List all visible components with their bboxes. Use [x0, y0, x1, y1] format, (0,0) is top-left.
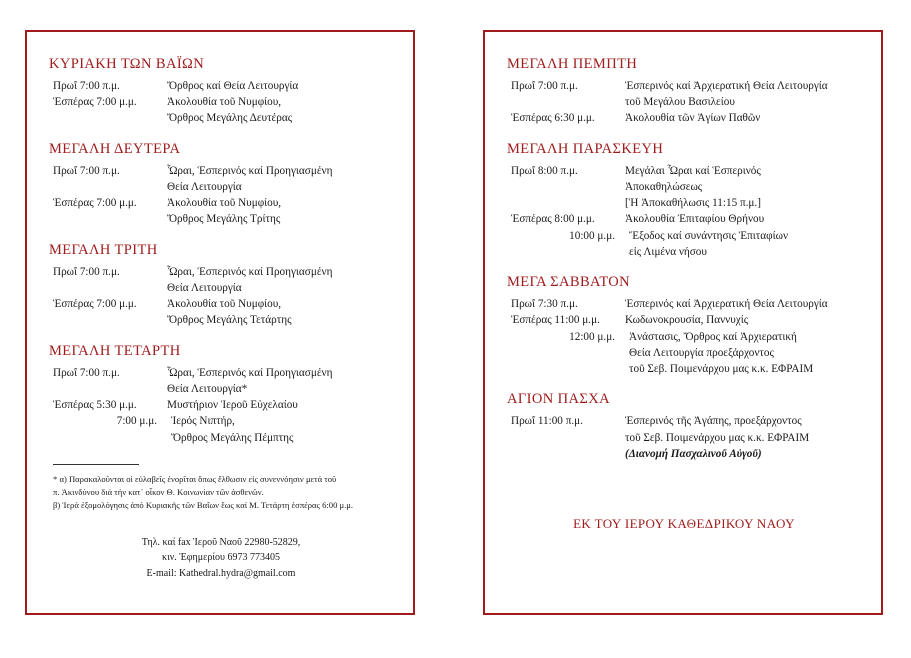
service-description — [161, 163, 393, 195]
service-time: Ἑσπέρας 8:00 μ.μ. — [511, 213, 595, 226]
service-line: Ἀκολουθία τοῦ Νυμφίου, — [167, 197, 282, 210]
day-title: ΑΓΙΟΝ ΠΑΣΧΑ — [507, 391, 610, 408]
service-line: Ἀκολουθία τῶν Ἁγίων Παθῶν — [625, 112, 761, 125]
service-row — [507, 78, 861, 110]
service-rows — [507, 413, 861, 462]
service-line: Ἑσπερινός καί Ἀρχιερατική Θεία Λειτουργία — [625, 298, 828, 311]
day-title: ΜΕΓΑΛΗ ΤΡΙΤΗ — [49, 241, 158, 258]
service-row — [507, 163, 861, 212]
service-time: 7:00 μ.μ. — [116, 415, 157, 428]
service-row — [507, 312, 861, 328]
service-line: Θεία Λειτουργία προεξάρχοντος — [629, 346, 774, 359]
service-description — [619, 78, 861, 110]
footnote-line: π. Ἀκινδύνου διά τήν κατ᾽ οἶκον Θ. Κοινωνίαν τῶν ἀσθενῶν. — [53, 487, 264, 498]
contact-info — [49, 535, 393, 582]
service-rows — [49, 163, 393, 228]
service-time: Πρωΐ 7:30 π.μ. — [511, 298, 578, 311]
service-row — [507, 296, 861, 312]
service-row — [507, 211, 861, 227]
service-rows — [49, 78, 393, 127]
service-time: Πρωΐ 8:00 π.μ. — [511, 164, 578, 177]
service-line: τοῦ Σεβ. Ποιμενάρχου μας κ.κ. ΕΦΡΑΙΜ — [629, 363, 814, 376]
day-title: ΚΥΡΙΑΚΗ ΤΩΝ ΒΑΪΩΝ — [49, 56, 205, 72]
service-line: Ὧραι, Ἑσπερινός καί Προηγιασμένη — [167, 366, 333, 379]
right-panel — [483, 30, 883, 615]
service-description — [161, 365, 393, 397]
day-title: ΜΕΓΑΛΗ ΠΕΜΠΤΗ — [507, 56, 638, 72]
service-row — [49, 264, 393, 296]
left-day-list — [49, 56, 393, 446]
service-row — [49, 94, 393, 126]
footnotes — [49, 473, 393, 513]
service-description — [619, 163, 861, 212]
service-description — [619, 110, 861, 126]
contact-line: κιν. Ἐφημερίου 6973 773405 — [162, 552, 280, 564]
service-line: Ἑσπερινός τῆς Ἀγάπης, προεξάρχοντος — [625, 415, 802, 428]
service-line: Ὄρθρος καί Θεία Λειτουργία — [167, 80, 299, 92]
service-rows — [49, 264, 393, 329]
service-row — [507, 228, 861, 260]
footnote-line: * α) Παρακαλοῦνται οἱ εὐλαβεῖς ἐνορῖται ὅπως ἔλθωσιν εἰς συνεννόησιν μετά τοῦ — [53, 473, 337, 484]
service-emphasis: (Διανομή Πασχαλινοῦ Αὐγοῦ) — [625, 447, 762, 460]
day-block — [507, 56, 861, 127]
service-line: Ἱερός Νιπτήρ, — [171, 415, 235, 428]
service-time: Πρωΐ 7:00 π.μ. — [53, 366, 120, 379]
service-time: Πρωΐ 7:00 π.μ. — [53, 164, 120, 177]
service-line: τοῦ Μεγάλου Βασιλείου — [625, 96, 735, 109]
footnote-divider — [53, 464, 139, 465]
service-description — [161, 78, 393, 94]
service-line: Ἀνάστασις, Ὄρθρος καί Ἀρχιερατική — [629, 330, 797, 343]
day-block — [507, 141, 861, 260]
service-line: Ἀκολουθία τοῦ Νυμφίου, — [167, 96, 282, 109]
service-time: Ἑσπέρας 11:00 μ.μ. — [511, 314, 600, 327]
service-line: Ἀκολουθία τοῦ Νυμφίου, — [167, 298, 282, 311]
service-row — [507, 329, 861, 378]
service-line: Μυστήριον Ἱεροῦ Εὐχελαίου — [167, 399, 298, 412]
service-line: τοῦ Σεβ. Ποιμενάρχου μας κ.κ. ΕΦΡΑΙΜ — [625, 431, 810, 444]
service-description — [623, 329, 861, 378]
service-time: Πρωΐ 7:00 π.μ. — [511, 80, 578, 92]
service-row — [507, 110, 861, 126]
service-rows — [507, 78, 861, 127]
service-time: Ἑσπέρας 7:00 μ.μ. — [53, 298, 137, 311]
service-description — [161, 264, 393, 296]
service-description — [619, 312, 861, 328]
service-time: Πρωΐ 7:00 π.μ. — [53, 265, 120, 278]
day-block — [49, 242, 393, 329]
service-time: Ἑσπέρας 5:30 μ.μ. — [53, 399, 137, 412]
service-time: 10:00 μ.μ. — [569, 229, 615, 242]
service-time: 12:00 μ.μ. — [569, 330, 615, 343]
service-line: Ἑσπερινός καί Ἀρχιερατική Θεία Λειτουργία — [625, 80, 828, 92]
service-time: Πρωΐ 11:00 π.μ. — [511, 415, 583, 428]
service-line: εἰς Λιμένα νήσου — [629, 245, 707, 258]
service-line: Ὧραι, Ἑσπερινός καί Προηγιασμένη — [167, 265, 333, 278]
service-line: Κωδωνοκρουσία, Παννυχίς — [625, 314, 749, 327]
service-description — [619, 296, 861, 312]
service-description — [165, 413, 393, 445]
service-line: Ἀκολουθία Ἐπιταφίου Θρήνου — [625, 213, 765, 226]
service-row — [507, 413, 861, 462]
service-row — [49, 195, 393, 227]
service-line: Ὄρθρος Μεγάλης Πέμπτης — [171, 431, 294, 444]
service-line: Ἔξοδος καί συνάντησις Ἐπιταφίων — [629, 229, 789, 242]
service-line: Θεία Λειτουργία — [167, 180, 242, 193]
service-line: Μεγάλαι Ὧραι καί Ἑσπερινός — [625, 164, 761, 177]
service-description — [619, 413, 861, 462]
service-description — [161, 94, 393, 126]
service-line: Ὧραι, Ἑσπερινός καί Προηγιασμένη — [167, 164, 333, 177]
service-line: Ἀποκαθηλώσεως — [625, 180, 703, 193]
day-block — [507, 391, 861, 462]
service-description — [161, 397, 393, 413]
service-description — [161, 296, 393, 328]
day-block — [49, 141, 393, 228]
service-time: Ἑσπέρας 7:00 μ.μ. — [53, 197, 137, 210]
day-title: ΜΕΓΑΛΗ ΤΕΤΑΡΤΗ — [49, 342, 181, 359]
service-time: Ἑσπέρας 6:30 μ.μ. — [511, 112, 595, 125]
day-title: ΜΕΓΑ ΣΑΒΒΑΤΟΝ — [507, 274, 631, 291]
day-title: ΜΕΓΑΛΗ ΔΕΥΤΕΡΑ — [49, 140, 181, 157]
service-time: Πρωΐ 7:00 π.μ. — [53, 80, 120, 92]
day-title: ΜΕΓΑΛΗ ΠΑΡΑΣΚΕΥΗ — [507, 140, 664, 157]
service-rows — [507, 296, 861, 377]
service-row — [49, 413, 393, 445]
contact-line: E-mail: Kathedral.hydra@gmail.com — [146, 567, 296, 579]
service-line: Ὄρθρος Μεγάλης Τρίτης — [167, 213, 281, 226]
service-description — [623, 228, 861, 260]
service-line: Θεία Λειτουργία* — [167, 382, 248, 395]
service-rows — [507, 163, 861, 260]
footnote-line: β) Ἱερά ἐξομολόγησις ἀπό Κυριακῆς τῶν Βαΐων ἕως καί Μ. Τετάρτη ἑσπέρας 6:00 μ.μ. — [53, 500, 354, 511]
service-row — [49, 78, 393, 94]
left-panel — [25, 30, 415, 615]
day-block — [49, 343, 393, 446]
closing-line: ΕΚ ΤΟΥ ΙΕΡΟΥ ΚΑΘΕΔΡΙΚΟΥ ΝΑΟΥ — [573, 515, 795, 531]
service-description — [161, 195, 393, 227]
service-time: Ἑσπέρας 7:00 μ.μ. — [53, 96, 137, 109]
day-block — [49, 56, 393, 127]
service-line: Ὄρθρος Μεγάλης Τετάρτης — [167, 314, 292, 327]
service-line: [Ἡ Ἀποκαθήλωσις 11:15 π.μ.] — [625, 197, 761, 210]
service-row — [49, 163, 393, 195]
service-rows — [49, 365, 393, 446]
service-row — [49, 397, 393, 413]
day-block — [507, 274, 861, 377]
service-row — [49, 296, 393, 328]
right-day-list — [507, 56, 861, 462]
service-description — [619, 211, 861, 227]
service-line: Θεία Λειτουργία — [167, 281, 242, 294]
service-line: Ὄρθρος Μεγάλης Δευτέρας — [167, 112, 293, 125]
contact-line: Τηλ. καί fax Ἱεροῦ Ναοῦ 22980-52829, — [141, 536, 301, 548]
service-row — [49, 365, 393, 397]
